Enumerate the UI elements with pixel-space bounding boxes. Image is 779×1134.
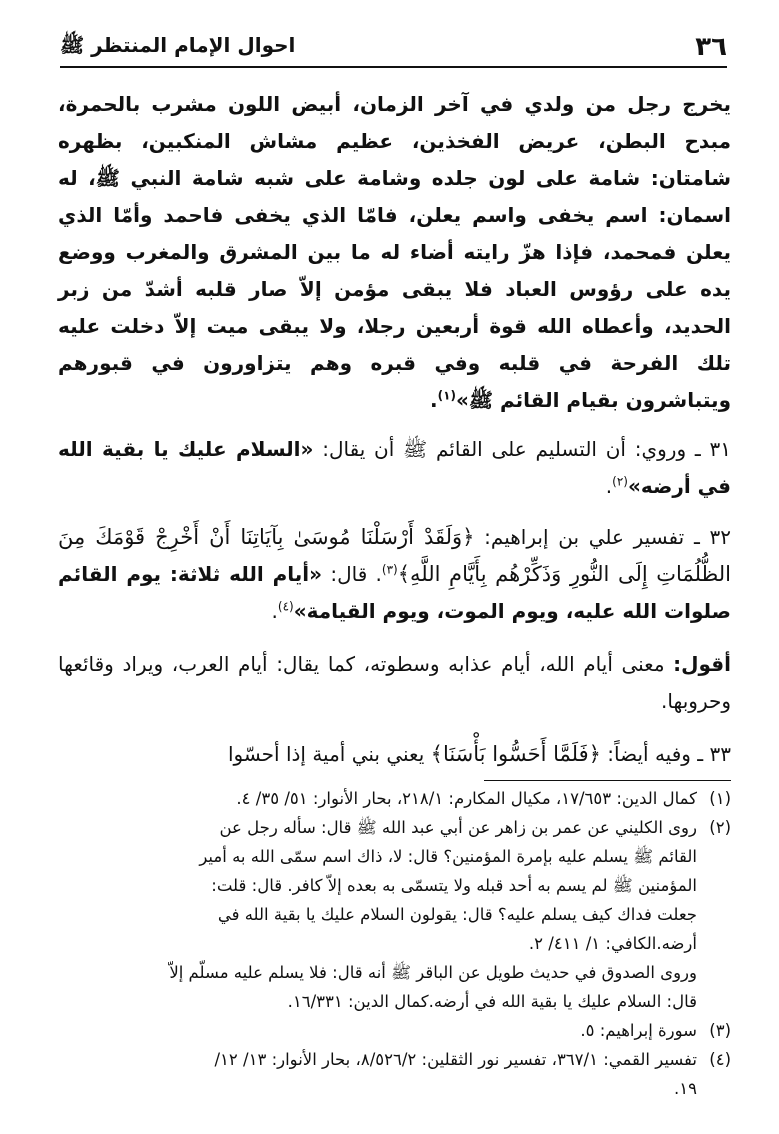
footnote-line: المؤمنين ﷺ لم يسم به أحد قبله ولا يتسمّى به بعده إلاّ كافر. قال: قلت: bbox=[211, 876, 697, 895]
footnote-line: سورة إبراهيم: ٥. bbox=[580, 1021, 697, 1040]
footnote-ref-3: (٣) bbox=[381, 562, 398, 577]
footnote-body bbox=[50, 784, 697, 813]
paragraph-text: معنى أيام الله، أيام عذابه وسطوته، كما يقال: أيام العرب، ويراد وقائعها وحروبها. bbox=[58, 652, 731, 713]
footnote-line: تفسير القمي: ٣٦٧/١، تفسير نور الثقلين: ٨/٥٢٦/٢، بحار الأنوار: ١٣/ ١٢/ bbox=[214, 1050, 697, 1069]
footnote-3 bbox=[50, 1016, 731, 1045]
footnote-body bbox=[50, 813, 697, 1016]
footnote-ref-4: (٤) bbox=[277, 599, 294, 614]
footnote-line: أرضه.الكافي: ١/ ٤١١/ ٢. bbox=[528, 934, 697, 953]
paragraph-hadith-32 bbox=[58, 519, 731, 630]
footnote-number: (٤) bbox=[709, 1050, 731, 1069]
paragraph-hadith-31 bbox=[58, 431, 731, 505]
footnote-line: القائم ﷺ يسلم عليه بإمرة المؤمنين؟ قال: لا، ذاك اسم سمّى الله به أمير bbox=[199, 847, 697, 866]
paragraph-hadith-33 bbox=[58, 736, 731, 773]
footnote-separator bbox=[484, 780, 731, 781]
paragraph-text-rest: يعني بني أمية إذا أحسّوا bbox=[227, 742, 431, 766]
footnote-line: كمال الدين: ١٧/٦٥٣، مكيال المكارم: ٢١٨/١، بحار الأنوار: ٥١/ ٣٥/ ٤. bbox=[236, 789, 697, 808]
footnote-number: (٣) bbox=[709, 1021, 731, 1040]
footnotes bbox=[50, 784, 731, 1103]
footnote-4 bbox=[50, 1045, 731, 1103]
quran-verse: ﴿وَلَقَدْ أَرْسَلْنَا مُوسَىٰ بِآيَاتِنَا أَنْ أَخْرِجْ قَوْمَكَ مِنَ الظُّلُمَاتِ إِلَى النُّورِ وَذَكِّرْهُم بِأَيَّامِ اللَّهِ﴾ bbox=[58, 525, 732, 586]
footnote-2 bbox=[50, 813, 731, 1016]
main-text bbox=[58, 86, 731, 773]
footnote-body bbox=[50, 1045, 697, 1103]
footnote-line: ١٩. bbox=[674, 1079, 697, 1098]
quoted-salutation: «السلام عليك يا بقية الله في أرضه» bbox=[58, 437, 731, 498]
paragraph-text-mid: . قال: bbox=[322, 562, 382, 586]
paragraph-hadith-30-continuation bbox=[58, 86, 731, 419]
paragraph-end: . bbox=[430, 388, 438, 412]
footnote-line: قال: السلام عليك يا بقية الله في أرضه.كمال الدين: ١٦/٣٣١. bbox=[287, 992, 697, 1011]
quoted-hadith: «أيام الله ثلاثة: يوم القائم صلوات الله عليه، ويوم الموت، ويوم القيامة» bbox=[58, 562, 731, 623]
paragraph-end: . bbox=[605, 474, 613, 498]
paragraph-text: ٣٣ ـ وفيه أيضاً: bbox=[600, 742, 731, 766]
footnote-number: (٢) bbox=[709, 818, 731, 837]
footnote-ref-1: (١) bbox=[437, 388, 456, 403]
footnote-1 bbox=[50, 784, 731, 813]
footnote-line: وروى الصدوق في حديث طويل عن الباقر ﷺ أنه قال: فلا يسلم عليه مسلّم إلاّ bbox=[169, 963, 697, 982]
commentary-label: أقول: bbox=[673, 652, 731, 676]
paragraph-text: ٣٢ ـ تفسير علي بن إبراهيم: bbox=[474, 525, 731, 549]
running-title: احوال الإمام المنتظر ﷺ bbox=[60, 32, 296, 57]
paragraph-commentary bbox=[58, 646, 731, 720]
footnote-body bbox=[50, 1016, 697, 1045]
footnote-line: روى الكليني عن عمر بن زاهر عن أبي عبد الله ﷺ قال: سأله رجل عن bbox=[219, 818, 697, 837]
paragraph-text: ٣١ ـ وروي: أن التسليم على القائم ﷺ أن يقال: bbox=[313, 437, 732, 461]
quran-verse: ﴿فَلَمَّا أَحَسُّوا بَأْسَنَا﴾ bbox=[430, 742, 601, 766]
page-header bbox=[60, 28, 727, 68]
page-number: ٣٦ bbox=[695, 32, 727, 62]
paragraph-text: يخرج رجل من ولدي في آخر الزمان، أبيض اللون مشرب بالحمرة، مبدح البطن، عريض الفخذين، عظيم مشاش المنكبين، بظهره شامتان: شامة على لون جلده وشامة على شبه شامة النبي ﷺ، له اسمان: اسم يخفى واسم يعلن، فامّا الذي يخفى فاحمد وأمّا الذي يعلن فمحمد، فإذا هزّ رايته أضاء له ما بين المشرق والمغرب ووضع يده على رؤوس العباد فلا يبقى مؤمن إلاّ صار قلبه أشدّ من زبر الحديد، وأعطاه الله قوة أربعين رجلا، ولا يبقى ميت إلاّ دخلت عليه تلك الفرحة في قلبه وفي قبره وهم يتزاورون في قبورهم ويتباشرون بقيام القائم ﷺ» bbox=[58, 92, 731, 412]
paragraph-end: . bbox=[271, 599, 278, 623]
footnote-line: جعلت فداك كيف يسلم عليه؟ قال: يقولون السلام عليك يا بقية الله في bbox=[217, 905, 697, 924]
footnote-ref-2: (٢) bbox=[612, 474, 628, 489]
footnote-number: (١) bbox=[709, 789, 731, 808]
